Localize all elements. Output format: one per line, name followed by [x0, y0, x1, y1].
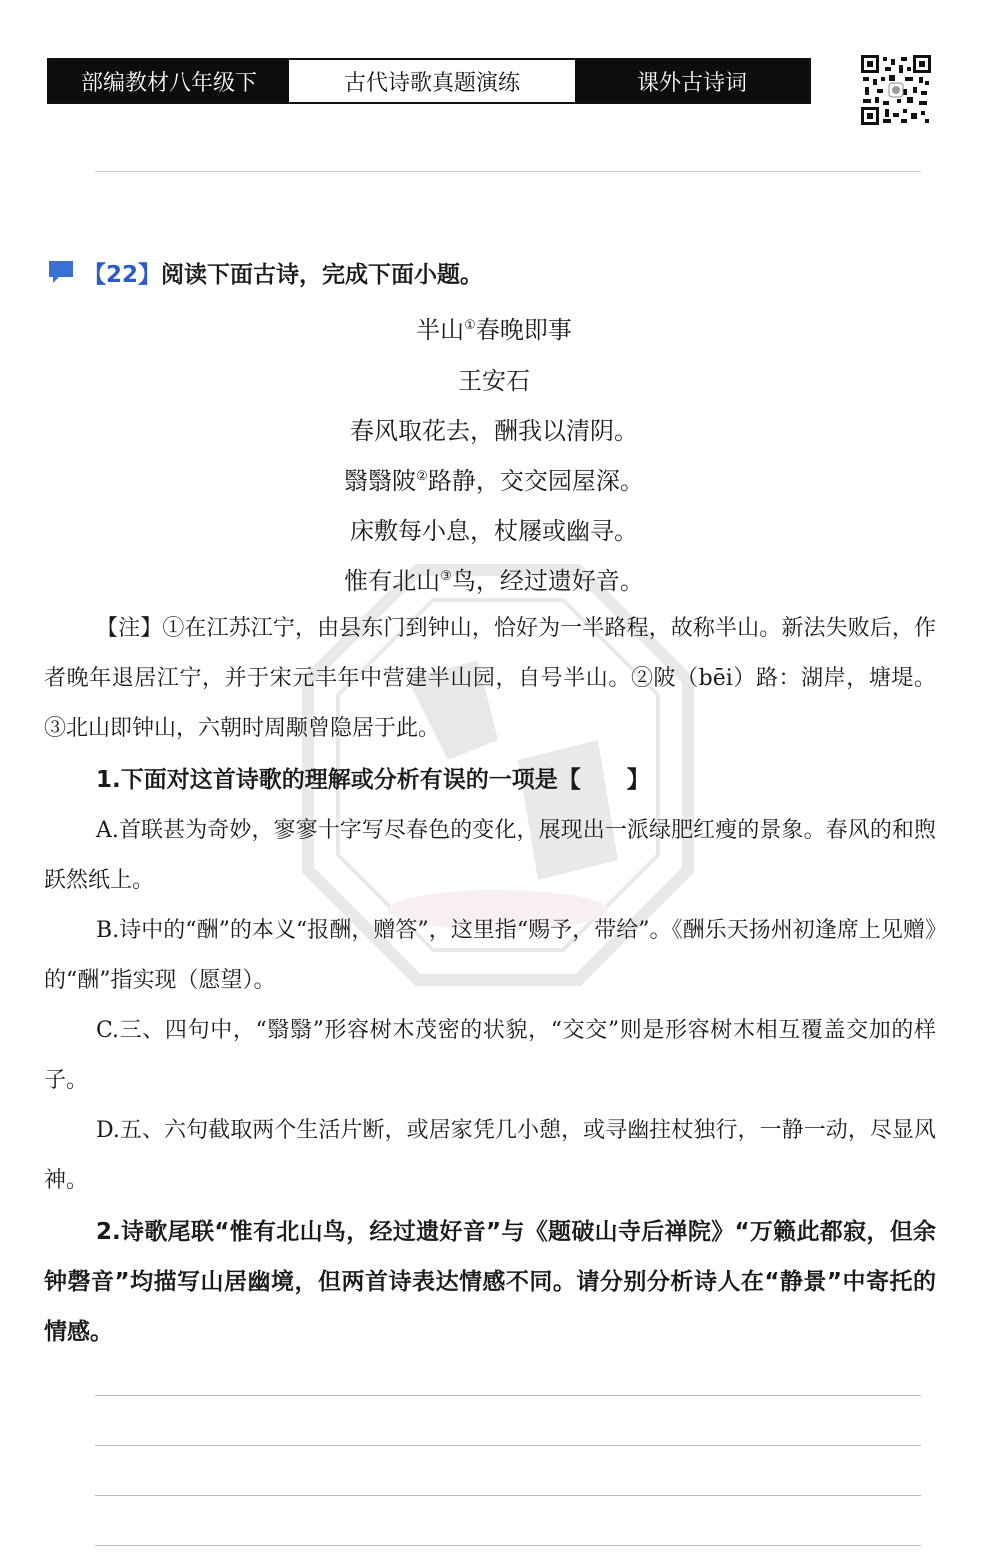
question-number: 【22】: [83, 261, 162, 288]
header-category: 课外古诗词: [575, 60, 809, 102]
poem-line-3: 床敷每小息，杖屦或幽寻。: [350, 517, 638, 545]
poem-line-4: 惟有北山③鸟，经过遗好音。: [344, 567, 644, 595]
bookmark-icon: [47, 259, 77, 285]
poem-line-1: 春风取花去，酬我以清阴。: [350, 417, 638, 445]
q2-stem: 2.诗歌尾联“惟有北山鸟，经过遗好音”与《题破山寺后禅院》“万籁此都寂，但余钟磬音”均描写山居幽境，但两首诗表达情感不同。请分别分析诗人在“静景”中寄托的情感。: [44, 1219, 936, 1345]
qr-code-icon: [861, 55, 931, 125]
header-topic: 古代诗歌真题演练: [289, 60, 575, 102]
question-header: [47, 254, 483, 290]
answer-line[interactable]: [95, 1545, 921, 1546]
q1-option-b: B.诗中的“酬”的本义“报酬，赠答”，这里指“赐予，带给”。《酬乐天扬州初逢席上见赠》的“酬”指实现（愿望）。: [44, 918, 936, 993]
header-grade: 部编教材八年级下: [49, 60, 289, 102]
poem-title: 半山①春晚即事: [416, 316, 572, 344]
header-divider: [95, 171, 921, 172]
poem-note: 【注】①在江苏江宁，由县东门到钟山，恰好为一半路程，故称半山。新法失败后，作者晚年退居江宁，并于宋元丰年中营建半山园，自号半山。②陂（bēi）路：湖岸，塘堤。③北山即钟山，六朝时周颙曾隐居于此。: [44, 616, 936, 741]
poem-line-2: 翳翳陂②路静，交交园屋深。: [344, 467, 644, 495]
answer-line[interactable]: [95, 1495, 921, 1496]
header-bar: [47, 58, 811, 104]
question-instruction: 阅读下面古诗，完成下面小题。: [161, 261, 484, 288]
q1-option-a: A.首联甚为奇妙，寥寥十字写尽春色的变化，展现出一派绿肥红瘦的景象。春风的和煦跃然纸上。: [44, 818, 936, 893]
poem-author: 王安石: [458, 367, 530, 395]
q1-stem: 1.下面对这首诗歌的理解或分析有误的一项是【 】: [96, 767, 650, 793]
answer-line[interactable]: [95, 1445, 921, 1446]
q1-option-c: C.三、四句中，“翳翳”形容树木茂密的状貌，“交交”则是形容树木相互覆盖交加的样子。: [44, 1018, 936, 1093]
answer-line[interactable]: [95, 1395, 921, 1396]
q1-option-d: D.五、六句截取两个生活片断，或居家凭几小憩，或寻幽拄杖独行，一静一动，尽显风神。: [44, 1118, 936, 1193]
